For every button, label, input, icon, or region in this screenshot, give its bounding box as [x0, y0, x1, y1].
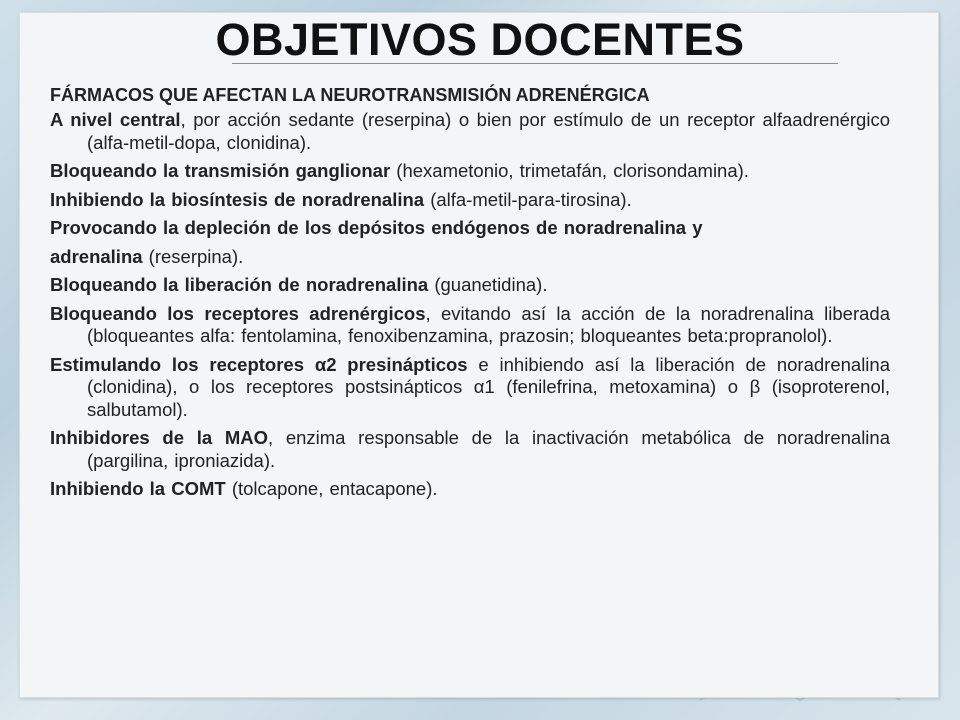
item-lead: A nivel central	[50, 109, 181, 130]
item-text: (hexametonio, trimetafán, clorisondamina).	[390, 160, 749, 181]
list-item	[50, 217, 890, 240]
list-item	[50, 303, 890, 348]
list-item	[50, 246, 890, 269]
item-lead: Bloqueando la transmisión ganglionar	[50, 160, 391, 181]
item-lead: Bloqueando la liberación de noradrenalina	[50, 274, 429, 295]
item-lead: Estimulando los receptores α2 presinápticos	[50, 353, 468, 375]
list-item	[50, 427, 890, 472]
slide-title: OBJETIVOS DOCENTES	[215, 14, 745, 65]
list-item	[50, 189, 890, 212]
section-heading: FÁRMACOS QUE AFECTAN LA NEUROTRANSMISIÓN ADRENÉRGICA	[50, 85, 650, 105]
slide-body	[50, 84, 890, 507]
item-lead: Provocando la depleción de los depósitos endógenos de noradrenalina y	[50, 217, 703, 238]
item-text: e inhibiendo así la liberación de noradrenalina (clonidina), o los receptores postsinápticos α1 (fenilefrina, metoxamina) o β (isoproterenol, salbutamol).	[87, 353, 890, 420]
item-text: , evitando así la acción de la noradrenalina liberada (bloqueantes alfa: fentolamina, fenoxibenzamina, prazosin; bloqueantes beta:propranolol).	[87, 302, 890, 346]
item-lead: Bloqueando los receptores adrenérgicos	[50, 302, 426, 324]
item-text: (reserpina).	[142, 245, 244, 267]
item-text: (tolcapone, entacapone).	[225, 478, 438, 499]
list-item	[50, 109, 890, 154]
item-lead: Inhibiendo la biosíntesis de noradrenalina	[50, 188, 425, 210]
list-item	[50, 354, 890, 422]
title-underline-divider	[232, 63, 838, 64]
item-text: , enzima responsable de la inactivación metabólica de noradrenalina (pargilina, iproniazida).	[87, 427, 890, 471]
item-lead: Inhibidores de la MAO	[50, 427, 268, 448]
item-lead: Inhibiendo la COMT	[50, 478, 226, 499]
list-item	[50, 160, 890, 183]
list-item	[50, 478, 890, 501]
item-text: , por acción sedante (reserpina) o bien por estímulo de un receptor alfaadrenérgico (alfa-metil-dopa, clonidina).	[87, 109, 890, 153]
item-text: (alfa-metil-para-tirosina).	[424, 188, 632, 210]
item-text: (guanetidina).	[428, 274, 548, 295]
list-item	[50, 274, 890, 297]
item-lead: adrenalina	[50, 245, 143, 267]
